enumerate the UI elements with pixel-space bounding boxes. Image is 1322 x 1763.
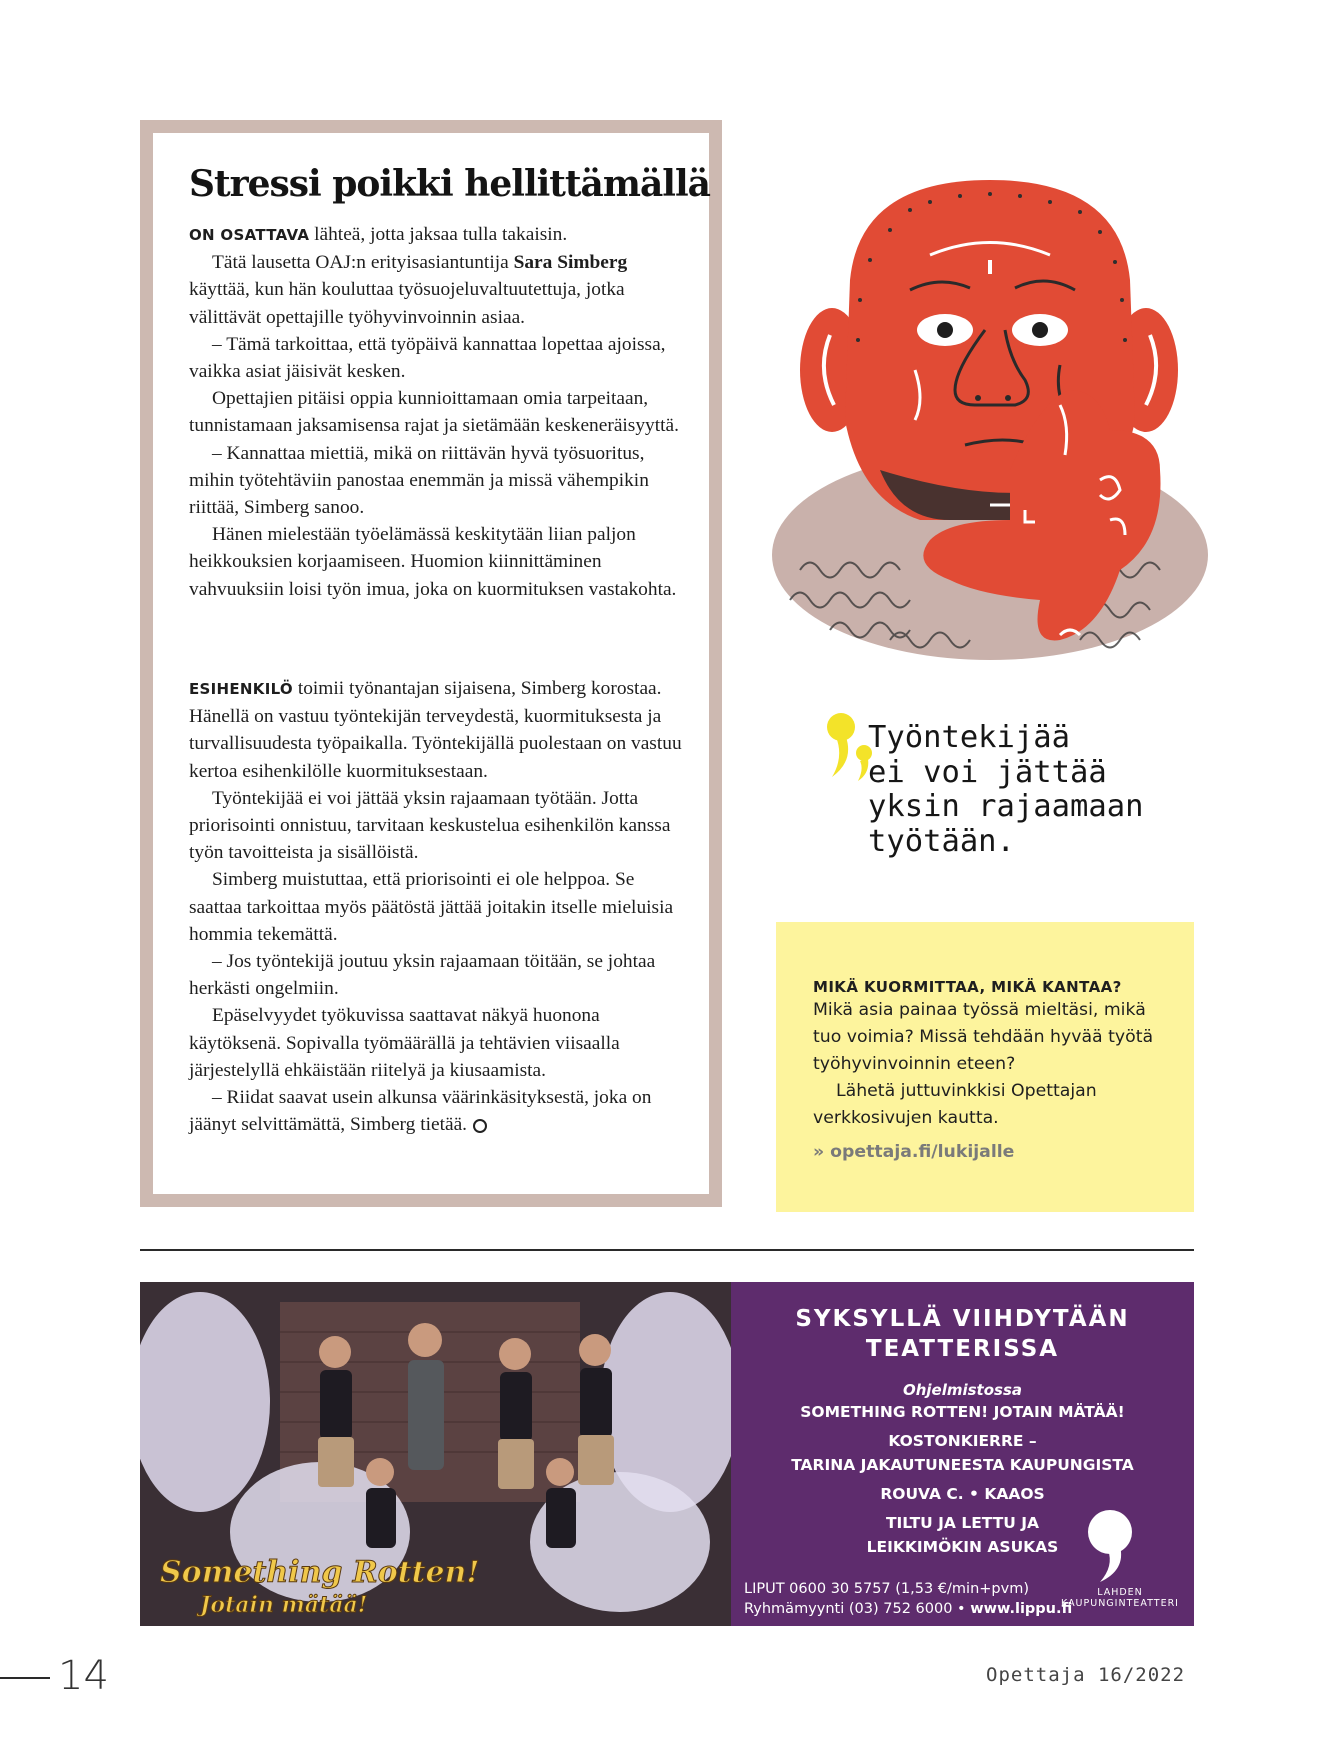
- ad-show-2a: KOSTONKIERRE –: [888, 1432, 1037, 1450]
- footer-rule: [0, 1677, 50, 1679]
- paragraph: Työntekijää ei voi jättää yksin rajaamaan työtään. Jotta priorisointi onnistuu, tarvitaan keskustelua esihenkilön kanssa työn tavoitteista ja sisällöistä.: [189, 787, 671, 864]
- ad-show-4b: LEIKKIMÖKIN ASUKAS: [866, 1538, 1059, 1556]
- theatre-logo-text: [1046, 1587, 1194, 1609]
- ad-photo: [140, 1282, 731, 1626]
- ad-show-1: SOMETHING ROTTEN! JOTAIN MÄTÄÄ!: [800, 1403, 1125, 1421]
- ad-tickets: LIPUT 0600 30 5757 (1,53 €/min+pvm): [744, 1581, 1029, 1597]
- show-logo-line-2: Jotain mätää!: [200, 1592, 368, 1618]
- article-body-1: [189, 221, 689, 603]
- reader-box-cta: Lähetä juttuvinkkisi Opettajan verkkosivujen kautta.: [813, 1081, 1097, 1128]
- show-logo-line-1: Something Rotten!: [160, 1555, 480, 1590]
- paragraph: [189, 221, 689, 249]
- ad-headline-2: TEATTERISSA: [865, 1336, 1060, 1362]
- quote-mark-icon: [826, 711, 872, 781]
- ad-show-3: ROUVA C. • KAAOS: [880, 1485, 1045, 1503]
- article-body-2: [189, 675, 689, 1138]
- lead-in: ON OSATTAVA: [189, 226, 310, 244]
- magazine-issue: Opettaja 16/2022: [986, 1664, 1186, 1686]
- lead-in: ESIHENKILÖ: [189, 680, 293, 698]
- quote-line: työtään.: [868, 823, 1015, 859]
- paragraph: [189, 675, 689, 785]
- theatre-stage-photo: [140, 1282, 731, 1626]
- ad-panel: [731, 1282, 1194, 1626]
- paragraph-text: Tätä lausetta OAJ:n erityisasiantuntija: [212, 252, 514, 274]
- section-divider: [140, 1249, 1194, 1251]
- paragraph: – Jos työntekijä joutuu yksin rajaamaan töitään, se johtaa herkästi ongelmiin.: [189, 951, 656, 1000]
- ad-show-4a: TILTU JA LETTU JA: [885, 1514, 1040, 1532]
- paragraph: – Tämä tarkoittaa, että työpäivä kannattaa lopettaa ajoissa, vaikka asiat jäisivät kesken.: [189, 333, 666, 383]
- person-name: Sara Simberg: [513, 252, 628, 274]
- ad-group-text: Ryhmämyynti (03) 752 6000 •: [744, 1601, 971, 1617]
- pull-quote: [868, 721, 1168, 859]
- reader-box-heading: MIKÄ KUORMITTAA, MIKÄ KANTAA?: [813, 978, 1122, 996]
- paragraph: Epäselvyydet työkuvissa saattavat näkyä huonona käytöksenä. Sopivalla työmäärällä ja tehtävien viisaalla järjestelyllä ehkäistään riitelyä ja kiusaamista.: [189, 1005, 620, 1081]
- paragraph-text: toimii työnantajan sijaisena, Simberg korostaa. Hänellä on vastuu työntekijän terveydestä, kuormituksesta ja turvallisuudesta työpaikalla. Työntekijällä puolestaan on vastuu kertoa esihenkilölle kuormituksestaan.: [189, 678, 682, 782]
- quote-line: ei voi jättää: [868, 754, 1107, 790]
- paragraph: Opettajien pitäisi oppia kunnioittamaan omia tarpeitaan, tunnistamaan jaksamisensa rajat ja sietämään keskeneräisyyttä.: [189, 388, 679, 437]
- quote-line: Työntekijää: [868, 720, 1070, 755]
- ad-group-sales: [744, 1601, 1072, 1617]
- page-number: 14: [58, 1653, 109, 1699]
- ad-program-label: Ohjelmistossa: [902, 1381, 1023, 1399]
- stressed-man-illustration: [760, 170, 1240, 670]
- paragraph: [189, 249, 689, 331]
- logo-line: KAUPUNGINTEATTERI: [1061, 1598, 1179, 1609]
- paragraph: [189, 1084, 689, 1138]
- article-title: Stressi poikki hellittämällä: [189, 163, 710, 205]
- theatre-logo-icon: [1086, 1508, 1136, 1583]
- reader-box-text: Mikä asia painaa työssä mieltäsi, mikä tuo voimia? Missä tehdään hyvää työtä työhyvinvoinnin eteen?: [813, 1000, 1154, 1074]
- paragraph-text: käyttää, kun hän kouluttaa työsuojeluvaltuutettuja, jotka välittävät opettajille työhyvinvoinnin asiaa.: [189, 279, 625, 328]
- reader-tip-box: [776, 922, 1194, 1212]
- paragraph-text: – Riidat saavat usein alkunsa väärinkäsityksestä, joka on jäänyt selvittämättä, Simberg tietää.: [189, 1087, 652, 1136]
- ad-url[interactable]: www.lippu.fi: [970, 1601, 1073, 1617]
- end-mark-icon: [473, 1119, 487, 1133]
- quote-line: yksin rajaamaan: [868, 789, 1144, 824]
- paragraph: Simberg muistuttaa, että priorisointi ei ole helppoa. Se saattaa tarkoittaa myös päätöstä jättää joitakin itselle mieluisia hommia tekemättä.: [189, 869, 674, 945]
- reader-box-link[interactable]: » opettaja.fi/lukijalle: [813, 1142, 1015, 1162]
- paragraph: – Kannattaa miettiä, mikä on riittävän hyvä työsuoritus, mihin työtehtäviin panostaa enemmän ja missä vähempikin riittää, Simberg sanoo.: [189, 442, 649, 519]
- paragraph-text: lähteä, jotta jaksaa tulla takaisin.: [309, 224, 568, 245]
- ad-show-2b: TARINA JAKAUTUNEESTA KAUPUNGISTA: [791, 1456, 1134, 1474]
- logo-line: LAHDEN: [1097, 1587, 1143, 1598]
- ad-headline-1: SYKSYLLÄ VIIHDYTÄÄN: [795, 1306, 1130, 1332]
- paragraph: Hänen mielestään työelämässä keskitytään liian paljon heikkouksien korjaamiseen. Huomion kiinnittäminen vahvuuksiin loisi työn imua, joka on kuormituksen vastakohta.: [189, 524, 677, 600]
